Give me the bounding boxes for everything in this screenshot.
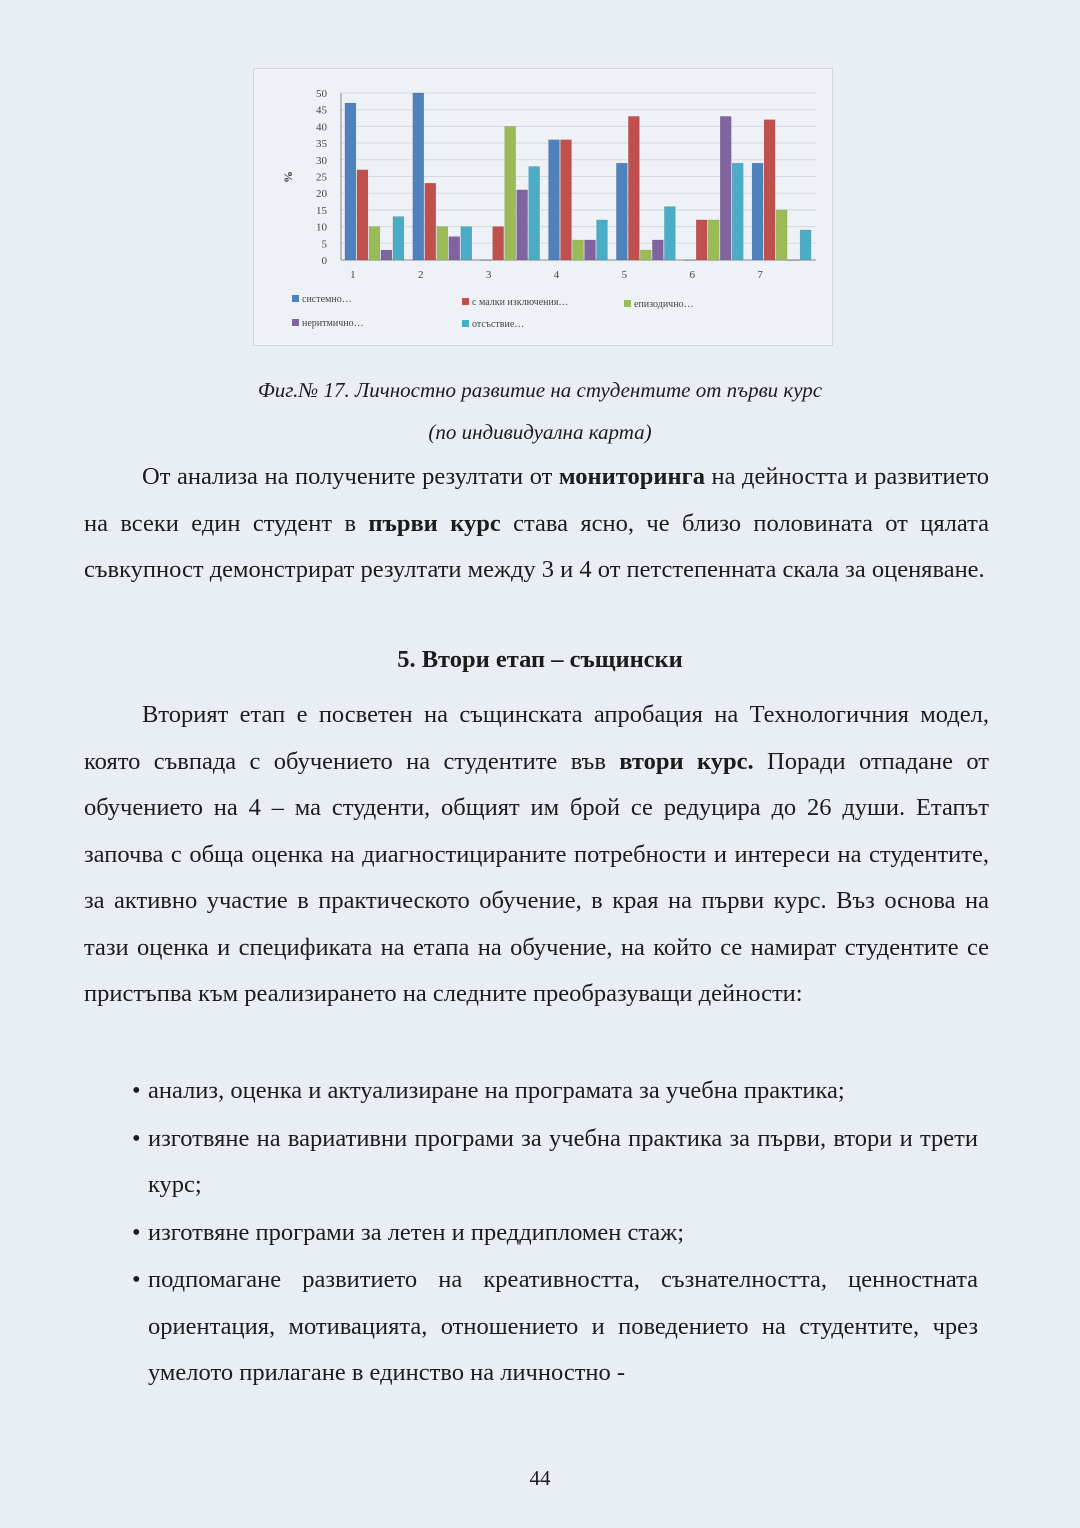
chart-bar <box>720 116 731 260</box>
list-item <box>132 1257 978 1397</box>
list-item-text: изготвяне на вариативни програми за учебна практика за първи, втори и трети курс; <box>148 1124 978 1198</box>
figure-caption-line2: (по индивидуална карта) <box>428 420 652 444</box>
legend-label: системно… <box>302 294 352 305</box>
y-axis-label: % <box>281 171 295 183</box>
legend-swatch <box>462 320 469 327</box>
chart-bar <box>413 93 424 260</box>
chart-bar <box>393 217 404 260</box>
y-tick-label: 20 <box>316 188 327 201</box>
chart-bar <box>517 190 528 260</box>
x-tick-label: 7 <box>757 269 763 281</box>
x-tick-label: 2 <box>418 269 424 281</box>
legend-label: неритмично… <box>302 318 364 329</box>
x-tick-label: 6 <box>689 269 695 281</box>
text-segment: От анализа на получените резултати от <box>142 463 559 490</box>
bullet-icon: • <box>132 1124 141 1152</box>
chart-bar <box>652 240 663 260</box>
chart-bar <box>505 126 516 260</box>
figure-caption-line1: Фиг.№ 17. Личностно развитие на студентите от първи курс <box>257 378 823 402</box>
y-tick-label: 30 <box>316 154 327 167</box>
chart-bar <box>696 220 707 260</box>
chart-bar <box>549 140 560 260</box>
chart-bar <box>529 166 540 260</box>
y-tick-label: 25 <box>316 171 327 184</box>
y-tick-label: 50 <box>316 88 327 100</box>
activities-list <box>132 1068 978 1398</box>
chart-bar <box>425 183 436 260</box>
chart-bar <box>573 240 584 260</box>
chart-bar <box>616 163 627 260</box>
bold-term: първи курс <box>368 509 501 537</box>
chart-bar <box>788 260 799 261</box>
x-tick-label: 1 <box>350 269 356 281</box>
bar-chart <box>253 68 833 346</box>
list-item <box>132 1210 978 1257</box>
chart-bar <box>752 163 763 260</box>
paragraph-monitoring-results <box>84 454 989 594</box>
chart-bar <box>357 170 368 260</box>
bar-chart-svg <box>254 69 832 345</box>
y-tick-label: 0 <box>321 255 327 267</box>
y-tick-label: 15 <box>316 204 327 217</box>
chart-bar <box>481 260 492 261</box>
chart-bar <box>776 210 787 260</box>
list-item <box>132 1116 978 1209</box>
text-segment: Вторият етап е посветен на същинската апробация на Технологичния модел, която съвпада с обучението на студентите във <box>84 701 989 775</box>
section-heading: 5. Втори етап – същински <box>397 646 683 673</box>
text-segment: на дейността и развитието на всеки един студент в <box>84 463 989 537</box>
chart-bar <box>628 116 639 260</box>
legend-label: отсъствие… <box>472 319 525 330</box>
text-segment: Поради отпадане от обучението на 4 – ма студенти, общият им брой се редуцира до 26 души. Етапът започва с обща оценка на диагностицираните потребности и интереси на студентите, за активно участие в практическото обучение, в края на първи курс. Въз основа на тази оценка и спецификата на етапа на обучение, на който се намират студентите се пристъпва към реализирането на следните преобразуващи дейности: <box>84 747 989 1007</box>
chart-bar <box>597 220 608 260</box>
list-item-text: анализ, оценка и актуализиране на програмата за учебна практика; <box>148 1077 845 1104</box>
chart-bar <box>369 227 380 260</box>
chart-bar <box>732 163 743 260</box>
list-item-text: изготвяне програми за летен и преддипломен стаж; <box>148 1218 685 1246</box>
page-number: 44 <box>529 1466 551 1490</box>
bullet-icon: • <box>132 1218 141 1246</box>
legend-swatch <box>292 319 299 326</box>
x-tick-label: 4 <box>553 269 560 281</box>
chart-bar <box>764 120 775 260</box>
legend-swatch <box>624 300 631 307</box>
legend-label: епизодично… <box>634 299 694 310</box>
list-item-text: подпомагане развитието на креативността, съзнателността, ценностната ориентация, мотивацията, отношението и поведението на студентите, чрез умелото прилагане в единство на личностно - <box>148 1266 978 1386</box>
chart-bar <box>493 227 504 260</box>
chart-bar <box>708 220 719 260</box>
chart-bar <box>664 207 675 260</box>
legend-swatch <box>462 298 469 305</box>
chart-bar <box>561 140 572 260</box>
bold-term: мониторинга <box>558 463 705 490</box>
y-tick-label: 5 <box>321 238 327 251</box>
y-tick-label: 45 <box>316 104 327 117</box>
legend-label: с малки изключения… <box>472 297 569 308</box>
legend-swatch <box>292 295 299 302</box>
text-segment: става ясно, че близо половината от цялата съвкупност демонстрират резултати между 3 и 4 от петстепенната скала за оценяване. <box>84 509 989 583</box>
chart-bar <box>345 103 356 260</box>
chart-bar <box>461 227 472 260</box>
chart-bar <box>449 237 460 260</box>
chart-bar <box>640 250 651 260</box>
chart-bar <box>800 230 811 260</box>
y-tick-label: 40 <box>316 121 327 134</box>
list-item <box>132 1068 978 1115</box>
x-tick-label: 3 <box>485 269 492 281</box>
chart-bar <box>437 227 448 260</box>
y-tick-label: 10 <box>316 221 327 234</box>
chart-bar <box>381 250 392 260</box>
bullet-icon: • <box>132 1077 141 1104</box>
bold-term: втори курс. <box>619 747 754 775</box>
bullet-icon: • <box>132 1266 141 1293</box>
y-tick-label: 35 <box>316 138 327 151</box>
paragraph-second-stage <box>84 692 989 1018</box>
chart-bar <box>684 260 695 261</box>
chart-bar <box>585 240 596 260</box>
x-tick-label: 5 <box>621 269 628 281</box>
